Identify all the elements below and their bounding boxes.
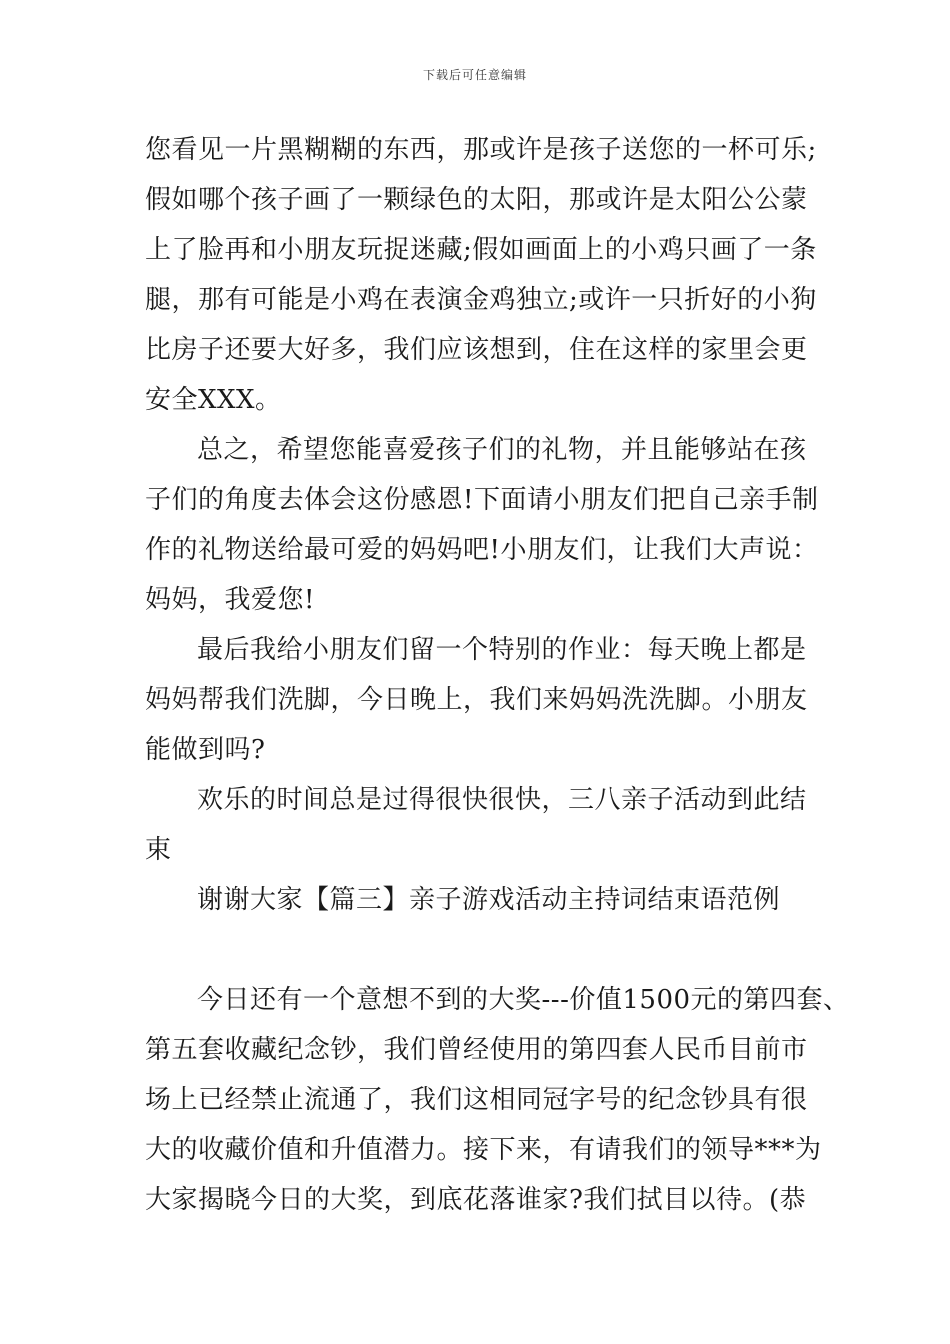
text-line: 场上已经禁止流通了，我们这相同冠字号的纪念钞具有很	[145, 1085, 808, 1115]
paragraph-start-line: 最后我给小朋友们留一个特别的作业：每天晚上都是	[197, 635, 807, 665]
section-heading-line: 谢谢大家【篇三】亲子游戏活动主持词结束语范例	[197, 885, 781, 915]
text-line: 假如哪个孩子画了一颗绿色的太阳，那或许是太阳公公蒙	[145, 185, 808, 215]
text-line: 腿，那有可能是小鸡在表演金鸡独立;或许一只折好的小狗	[145, 285, 817, 315]
text-line: 妈妈帮我们洗脚，今日晚上，我们来妈妈洗洗脚。小朋友	[145, 685, 808, 715]
paragraph-start-line: 总之，希望您能喜爱孩子们的礼物，并且能够站在孩	[197, 435, 807, 465]
page-header: 下载后可任意编辑	[422, 68, 527, 82]
text-line: 作的礼物送给最可爱的妈妈吧!小朋友们，让我们大声说：	[145, 535, 819, 565]
document-body	[145, 125, 850, 1225]
text-line: 大家揭晓今日的大奖，到底花落谁家?我们拭目以待。(恭	[145, 1185, 807, 1215]
text-line: 子们的角度去体会这份感恩!下面请小朋友们把自己亲手制	[145, 485, 819, 515]
text-line: 您看见一片黑糊糊的东西，那或许是孩子送您的一杯可乐;	[145, 135, 817, 165]
text-line: 比房子还要大好多，我们应该想到，住在这样的家里会更	[145, 335, 808, 365]
text-line: 束	[145, 835, 172, 865]
paragraph-start-line: 今日还有一个意想不到的大奖---价值1500元的第四套、	[197, 985, 850, 1015]
text-line: 妈妈，我爱您!	[145, 585, 315, 615]
text-line: 安全XXX。	[145, 385, 282, 415]
text-line: 大的收藏价值和升值潜力。接下来，有请我们的领导***为	[145, 1135, 822, 1165]
text-line: 上了脸再和小朋友玩捉迷藏;假如画面上的小鸡只画了一条	[145, 235, 817, 265]
text-line: 第五套收藏纪念钞，我们曾经使用的第四套人民币目前市	[145, 1035, 808, 1065]
text-line: 能做到吗?	[145, 735, 266, 765]
blank-line	[145, 925, 810, 975]
paragraph-start-line: 欢乐的时间总是过得很快很快，三八亲子活动到此结	[197, 785, 807, 815]
